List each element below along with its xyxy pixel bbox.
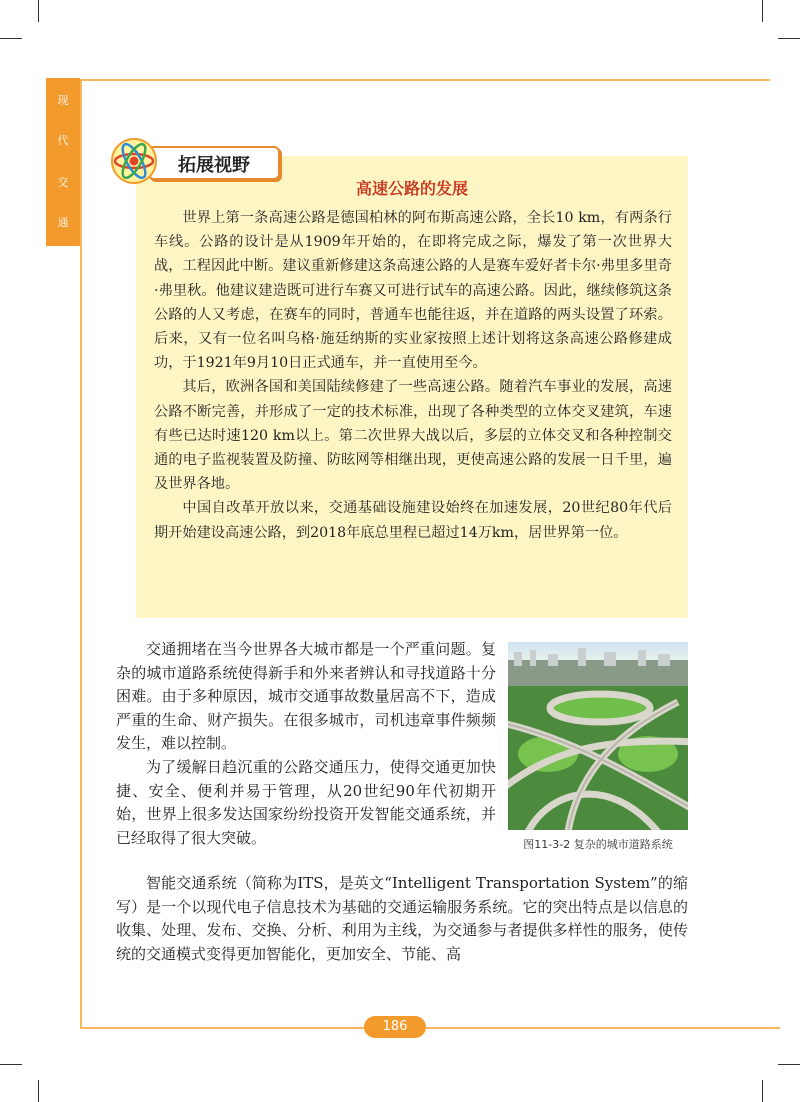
side-tab-char: 现 bbox=[57, 94, 69, 107]
figure-caption: 图11-3-2 复杂的城市道路系统 bbox=[523, 838, 673, 851]
header-rule bbox=[80, 79, 770, 81]
crop-mark bbox=[0, 38, 22, 39]
crop-mark bbox=[0, 1064, 22, 1065]
crop-mark bbox=[38, 0, 39, 22]
feature-box bbox=[136, 156, 688, 618]
body-paragraph: 为了缓解日趋沉重的公路交通压力，使得交通更加快捷、安全、便利并易于管理，从20世纪90年代初期开始，世界上很多发达国家纷纷投资开发智能交通系统，并已经取得了很大突破。 bbox=[116, 757, 496, 847]
badge-label-box bbox=[148, 146, 280, 180]
side-tab-char: 交 bbox=[57, 176, 69, 189]
footer-rule bbox=[80, 1027, 780, 1029]
crop-mark bbox=[778, 1064, 800, 1065]
body-paragraph: 交通拥堵在当今世界各大城市都是一个严重问题。复杂的城市道路系统使得新手和外来者辨认和寻找道路十分困难。由于多种原因，城市交通事故数量居高不下，造成严重的生命、财产损失。在很多城市，司机违章事件频频发生，难以控制。 bbox=[116, 640, 496, 753]
feature-paragraph: 世界上第一条高速公路是德国柏林的阿布斯高速公路，全长10 km，有两条行车线。公路的设计是从1909年开始的，在即将完成之际，爆发了第一次世界大战，工程因此中断。建议重新修建这条高速公路的人是赛车爱好者卡尔·弗里多里奇·弗里秋。他建议建造既可进行车赛又可进行试车的高速公路。因此，继续修筑这条公路的人又考虑，在赛车的同时，普通车也能往返，并在道路的两头设置了环索。后来，又有一位名叫乌格·施廷纳斯的实业家按照上述计划将这条高速公路修建成功，于1921年9月10日正式通车，并一直使用至今。 bbox=[154, 210, 672, 372]
body-column bbox=[116, 638, 496, 850]
crop-mark bbox=[762, 0, 763, 22]
city-road-photo bbox=[508, 642, 688, 830]
atom-icon bbox=[108, 136, 164, 186]
crop-mark bbox=[38, 1080, 39, 1102]
feature-body bbox=[154, 206, 672, 545]
body-paragraph: 智能交通系统（简称为ITS，是英文“Intelligent Transportation System”的缩写）是一个以现代电子信息技术为基础的交通运输服务系统。它的突出特点是以信息的收集、处理、发布、交换、分析、利用为主线，为交通参与者提供多样性的服务，使传统的交通模式变得更加智能化，更加安全、节能、高 bbox=[116, 874, 688, 963]
side-tab-char: 代 bbox=[57, 134, 69, 147]
page-number: 186 bbox=[364, 1016, 426, 1038]
badge-text: 拓展视野 bbox=[178, 155, 250, 176]
body-full-width bbox=[116, 872, 688, 966]
chapter-side-tab bbox=[46, 78, 80, 246]
margin-rule bbox=[80, 79, 82, 1029]
feature-paragraph: 其后，欧洲各国和美国陆续修建了一些高速公路。随着汽车事业的发展，高速公路不断完善，并形成了一定的技术标准，出现了各种类型的立体交叉建筑，车速有些已达时速120 km以上。第二次世界大战以后，多层的立体交叉和各种控制交通的电子监视装置及防撞、防眩网等相继出现，更使高速公路的发展一日千里，遍及世界各地。 bbox=[154, 379, 672, 493]
crop-mark bbox=[762, 1080, 763, 1102]
interchange-image bbox=[508, 642, 688, 830]
feature-badge bbox=[108, 136, 278, 184]
crop-mark bbox=[778, 38, 800, 39]
side-tab-char: 通 bbox=[57, 216, 69, 229]
feature-paragraph: 中国自改革开放以来，交通基础设施建设始终在加速发展，20世纪80年代后期开始建设高速公路，到2018年底总里程已超过14万km，居世界第一位。 bbox=[154, 500, 672, 541]
feature-title: 高速公路的发展 bbox=[355, 179, 468, 198]
